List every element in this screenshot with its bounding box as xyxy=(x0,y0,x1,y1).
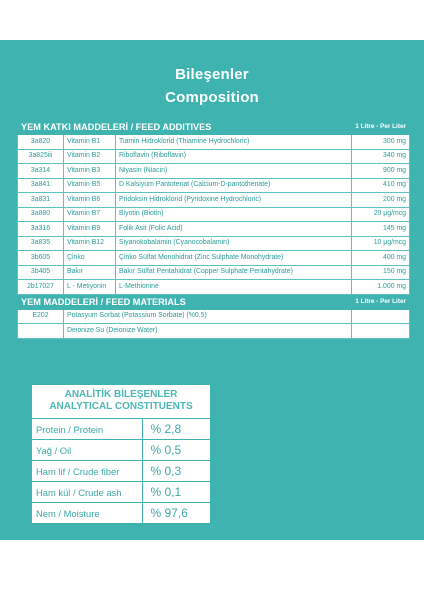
material-code: E202 xyxy=(18,309,64,324)
feed-additive-row xyxy=(18,236,410,251)
additive-description: L-Methionine xyxy=(116,280,352,295)
additive-code: 3a820 xyxy=(18,135,64,150)
analytical-row xyxy=(32,503,210,524)
material-amount-empty xyxy=(352,309,410,324)
composition-panel xyxy=(0,40,424,540)
feed-material-row xyxy=(18,324,410,339)
analytical-title-tr: ANALİTİK BİLEŞENLER xyxy=(64,389,178,400)
additive-amount: 900 mg xyxy=(352,164,410,179)
material-description: Potasyum Sorbat (Potassium Sorbate) (%0,5) xyxy=(64,309,352,324)
additive-description: Niyasin (Niacin) xyxy=(116,164,352,179)
feed-additive-row xyxy=(18,265,410,280)
additive-name: Vitamin B5 xyxy=(64,178,116,193)
additive-code: 3b405 xyxy=(18,265,64,280)
additive-description: Çinko Sülfat Monohidrat (Zinc Sulphate Monohydrate) xyxy=(116,251,352,266)
additive-name: Vitamin B3 xyxy=(64,164,116,179)
feed-additive-row xyxy=(18,164,410,179)
analytical-label: Yağ / Oil xyxy=(32,440,142,461)
title-en: Composition xyxy=(165,89,259,106)
additive-code: 3b605 xyxy=(18,251,64,266)
additive-description: D Kalsiyum Pantotenat (Calcium-D-pantothenate) xyxy=(116,178,352,193)
additive-code: 3a841 xyxy=(18,178,64,193)
analytical-row xyxy=(32,440,210,461)
analytical-value: % 0,5 xyxy=(142,440,210,461)
feed-materials-header xyxy=(18,294,410,309)
additive-amount: 10 μg/mcg xyxy=(352,236,410,251)
analytical-value: % 0,1 xyxy=(142,482,210,503)
analytical-label: Ham kül / Crude ash xyxy=(32,482,142,503)
additive-amount: 200 mg xyxy=(352,193,410,208)
additive-code: 3a316 xyxy=(18,222,64,237)
additive-code: 3a835 xyxy=(18,236,64,251)
analytical-label: Ham lif / Crude fiber xyxy=(32,461,142,482)
title-tr: Bileşenler xyxy=(175,66,249,83)
feed-materials-title: YEM MADDELERİ / FEED MATERIALS xyxy=(18,294,352,309)
additive-name: Vitamin B6 xyxy=(64,193,116,208)
additive-name: L - Metiyonin xyxy=(64,280,116,295)
additive-amount: 145 mg xyxy=(352,222,410,237)
additive-description: Tiamin Hidroklorid (Thiamine Hydrochloric) xyxy=(116,135,352,150)
feed-additives-header xyxy=(18,120,410,135)
feed-additive-row xyxy=(18,280,410,295)
additive-amount: 400 mg xyxy=(352,251,410,266)
material-amount-empty xyxy=(352,324,410,339)
additive-code: 3a831 xyxy=(18,193,64,208)
feed-additive-row xyxy=(18,193,410,208)
analytical-table xyxy=(32,418,210,523)
additive-code: 3a825iii xyxy=(18,149,64,164)
additive-name: Vitamin B2 xyxy=(64,149,116,164)
feed-additive-row xyxy=(18,222,410,237)
additive-code: 3a314 xyxy=(18,164,64,179)
analytical-label: Protein / Protein xyxy=(32,419,142,440)
additive-amount: 150 mg xyxy=(352,265,410,280)
feed-material-row xyxy=(18,309,410,324)
analytical-value: % 2,8 xyxy=(142,419,210,440)
analytical-title-en: ANALYTICAL CONSTITUENTS xyxy=(49,401,193,412)
analytical-header xyxy=(32,385,210,418)
feed-additive-row xyxy=(18,207,410,222)
analytical-constituents-box xyxy=(31,384,211,524)
feed-additive-row xyxy=(18,135,410,150)
additive-amount: 300 mg xyxy=(352,135,410,150)
additive-amount: 1.000 mg xyxy=(352,280,410,295)
additive-name: Vitamin B12 xyxy=(64,236,116,251)
feed-additive-row xyxy=(18,178,410,193)
material-description: Deionize Su (Deionize Water) xyxy=(64,324,352,339)
additive-amount: 410 mg xyxy=(352,178,410,193)
analytical-value: % 97,6 xyxy=(142,503,210,524)
feed-additives-title: YEM KATKI MADDELERİ / FEED ADDITIVES xyxy=(18,120,352,135)
additive-name: Bakır xyxy=(64,265,116,280)
feed-additives-unit: 1 Litre - Per Liter xyxy=(352,120,410,135)
analytical-row xyxy=(32,461,210,482)
additive-description: Folik Asit (Folic Acid) xyxy=(116,222,352,237)
material-code xyxy=(18,324,64,339)
additive-description: Riboflavin (Riboflavin) xyxy=(116,149,352,164)
additive-name: Vitamin B9 xyxy=(64,222,116,237)
feed-materials-unit: 1 Litre - Per Liter xyxy=(352,294,410,309)
additive-name: Vitamin B7 xyxy=(64,207,116,222)
additive-description: Siyanokobalamin (Cyanocobalamin) xyxy=(116,236,352,251)
analytical-value: % 0,3 xyxy=(142,461,210,482)
analytical-row xyxy=(32,419,210,440)
additive-name: Çinko xyxy=(64,251,116,266)
analytical-row xyxy=(32,482,210,503)
feed-additives-table xyxy=(17,119,410,339)
feed-additive-row xyxy=(18,251,410,266)
feed-additive-row xyxy=(18,149,410,164)
additive-description: Pridoksin Hidroklorid (Pyridoxine Hydrochloric) xyxy=(116,193,352,208)
additive-code: 2b17027 xyxy=(18,280,64,295)
additive-amount: 340 mg xyxy=(352,149,410,164)
analytical-label: Nem / Moisture xyxy=(32,503,142,524)
additive-description: Biyotin (Biotin) xyxy=(116,207,352,222)
additive-amount: 20 μg/mcg xyxy=(352,207,410,222)
additive-name: Vitamin B1 xyxy=(64,135,116,150)
additive-description: Bakır Sülfat Pentahidrat (Copper Sulphate Pentahydrate) xyxy=(116,265,352,280)
additive-code: 3a880 xyxy=(18,207,64,222)
